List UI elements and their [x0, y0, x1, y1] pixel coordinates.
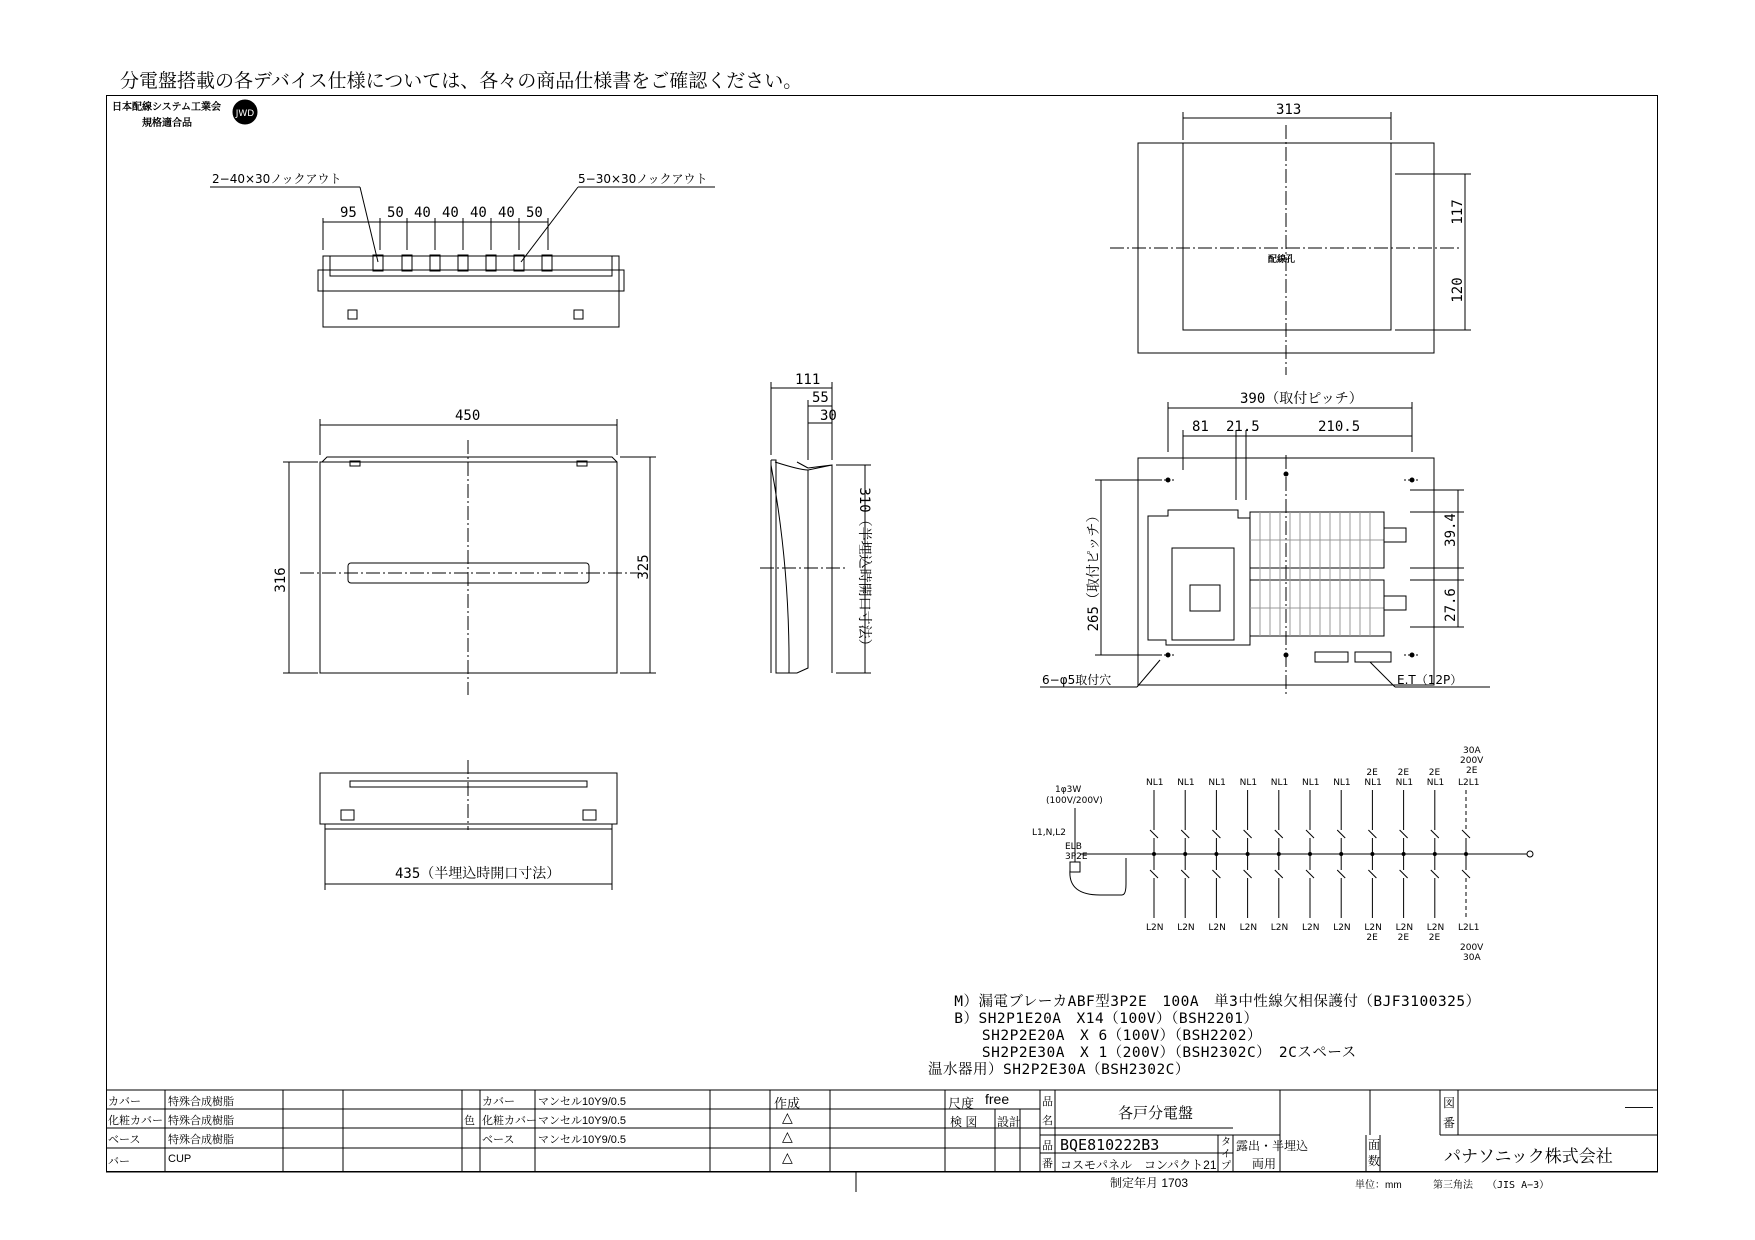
branch-node [1371, 853, 1374, 856]
title-block-grid [106, 1090, 1658, 1192]
mat-material-4: CUP [168, 1153, 192, 1165]
branch-node [1184, 853, 1187, 856]
branch-top-label: NL1 [1146, 778, 1164, 788]
side-d30: 30 [820, 408, 837, 424]
branch-bottom-label: L2N [1177, 923, 1195, 933]
color-label: 色 [464, 1115, 475, 1127]
dim-95: 95 [340, 205, 357, 221]
knockout-left-label: 2−40×30ノックアウト [212, 172, 342, 186]
branch-node [1340, 853, 1343, 856]
scale-value: free [985, 1091, 1010, 1107]
mat-part-2: 化粧カバー [108, 1115, 163, 1127]
supply-v-label: (100V/200V) [1046, 796, 1103, 806]
spec-line-3: SH2P2E20A X 6（100V）（BSH2202） [945, 1028, 1262, 1044]
dim-40d: 40 [498, 205, 515, 221]
bus-end-terminal [1527, 851, 1533, 857]
back-h117: 117 [1450, 199, 1466, 225]
branch-bottom-label: L2N [1426, 923, 1445, 933]
branch-top-label: NL1 [1364, 778, 1382, 788]
type-value-2: 両用 [1252, 1157, 1277, 1171]
dim-40c: 40 [470, 205, 487, 221]
front-height-left: 316 [273, 567, 289, 593]
date-label: 制定年月 1703 [1110, 1176, 1189, 1190]
branch-lower-switch [1431, 870, 1439, 878]
branch-upper-switch [1368, 830, 1376, 838]
color-value-3: マンセル10Y9/0.5 [538, 1134, 627, 1146]
bot-rating-1: 200V [1460, 943, 1484, 953]
top-rating-3: 2E [1466, 766, 1478, 776]
branch-lower-switch [1181, 870, 1189, 878]
branch-bottom-label: L2L1 [1458, 923, 1480, 933]
zuban-label: 図番 [1443, 1096, 1456, 1130]
design-label: 設計 [997, 1115, 1022, 1129]
dim-50a: 50 [387, 205, 404, 221]
branch-lower-switch [1150, 870, 1158, 878]
elb-return [1070, 858, 1126, 895]
branch-bottom-label: L2N [1364, 923, 1382, 933]
branch-top-label: NL1 [1333, 778, 1351, 788]
spec-line-4: SH2P2E30A X 1（200V）（BSH2302C） 2Cスペース [945, 1045, 1357, 1061]
branch-bottom-label: L2N [1270, 923, 1289, 933]
scale-label: 尺度 [948, 1096, 975, 1111]
branch-bottom-label: L2N [1302, 923, 1320, 933]
cert-line-2: 規格適合品 [142, 118, 192, 129]
branch-node [1309, 853, 1312, 856]
elb-box [1070, 862, 1080, 872]
dim-40b: 40 [442, 205, 459, 221]
branch-bottom-label: L2N [1395, 923, 1414, 933]
notice-text: 分電盤搭載の各デバイス仕様については、各々の商品仕様書をご確認ください。 [120, 70, 803, 92]
elb-type-label: 3P2E [1065, 852, 1088, 862]
mat-part-3: ベース [108, 1134, 141, 1146]
branch-top-label: NL1 [1239, 778, 1258, 788]
branch-bottom-label: L2N [1146, 923, 1164, 933]
method-label: 第三角法 [1433, 1180, 1473, 1191]
front-view [283, 419, 656, 695]
dim-27-6: 27.6 [1443, 588, 1459, 622]
face-label: 面数 [1368, 1138, 1381, 1168]
branch-upper-switch [1275, 830, 1283, 838]
pitch-height: 265（取付ピッチ） [1086, 508, 1102, 632]
mat-material-2: 特殊合成樹脂 [168, 1115, 234, 1127]
unit-label: 単位：mm [1355, 1180, 1402, 1191]
color-value-1: マンセル10Y9/0.5 [538, 1096, 627, 1108]
series-name: コスモパネル コンパクト21 [1060, 1158, 1217, 1172]
interior-view [1040, 402, 1490, 695]
top-rating-2: 200V [1460, 756, 1484, 766]
branch-top-label: L2L1 [1458, 778, 1480, 788]
color-part-1: カバー [482, 1096, 515, 1108]
branch-bottom-2e: 2E [1366, 933, 1378, 943]
pitch-width: 390（取付ピッチ） [1240, 391, 1363, 407]
front-width: 450 [455, 408, 481, 424]
side-d55: 55 [812, 390, 829, 406]
branch-node [1277, 853, 1280, 856]
cert-line-1: 日本配線システム工業会 [112, 102, 221, 113]
hin-label: 品 [1042, 1096, 1053, 1108]
front-height-right: 325 [636, 554, 652, 580]
branch-lower-switch [1462, 870, 1470, 878]
branch-top-label: NL1 [1270, 778, 1289, 788]
spec-line-5: 温水器用）SH2P2E30A（BSH2302C） [928, 1062, 1190, 1078]
branch-lower-switch [1400, 870, 1408, 878]
branch-upper-switch [1431, 830, 1439, 838]
branch-bottom-label: L2N [1239, 923, 1258, 933]
product-name: 各戸分電盤 [1118, 1105, 1194, 1122]
top-view [210, 187, 715, 327]
branch-upper-switch [1212, 830, 1220, 838]
top-rating-1: 30A [1463, 746, 1481, 756]
spec-line-2: B）SH2P1E20A X14（100V）（BSH2201） [945, 1011, 1259, 1027]
branch-upper-switch [1337, 830, 1345, 838]
dim-81: 81 [1192, 419, 1209, 435]
mat-material-3: 特殊合成樹脂 [168, 1134, 234, 1146]
branch-bottom-2e: 2E [1397, 933, 1410, 943]
elb-label: ELB [1065, 842, 1082, 852]
branch-top-label: NL1 [1426, 778, 1445, 788]
wiring-diagram [1070, 768, 1533, 943]
made-label: 作成 [774, 1096, 801, 1111]
branch-node [1153, 853, 1156, 856]
branch-node [1215, 853, 1218, 856]
knockout-right-label: 5−30×30ノックアウト [578, 172, 708, 186]
dim-21-5: 21.5 [1226, 419, 1260, 435]
branch-node [1246, 853, 1249, 856]
zuban-value: —— [1625, 1098, 1653, 1114]
branch-upper-switch [1462, 830, 1470, 838]
branch-node [1465, 853, 1468, 856]
branch-upper-switch [1306, 830, 1314, 838]
back-width: 313 [1276, 102, 1302, 118]
side-d111: 111 [795, 372, 821, 388]
hin-label-2: 品 [1042, 1140, 1053, 1152]
branch-upper-switch [1400, 830, 1408, 838]
rev-mark-1: △ [782, 1109, 793, 1125]
ban-label: 番 [1042, 1158, 1053, 1170]
branch-top-label: NL1 [1395, 778, 1414, 788]
branch-lower-switch [1275, 870, 1283, 878]
branch-top-2e: 2E [1428, 768, 1441, 778]
branch-node [1433, 853, 1436, 856]
spec-line-1: M）漏電ブレーカABF型3P2E 100A 単3中性線欠相保護付（BJF3100325） [945, 994, 1481, 1010]
side-view [760, 382, 871, 673]
color-part-2: 化粧カバー [482, 1115, 537, 1127]
branch-upper-switch [1181, 830, 1189, 838]
mount-holes-label: 6−φ5取付穴 [1042, 673, 1112, 687]
branch-lower-switch [1212, 870, 1220, 878]
color-part-3: ベース [482, 1134, 515, 1146]
branch-lower-switch [1337, 870, 1345, 878]
branch-bottom-label: L2N [1333, 923, 1351, 933]
branch-lower-switch [1306, 870, 1314, 878]
bot-rating-2: 30A [1463, 953, 1481, 963]
product-number: BQE810222B3 [1060, 1136, 1160, 1154]
et-label: E.T（12P） [1397, 673, 1463, 687]
dim-210-5: 210.5 [1318, 419, 1361, 435]
jis-label: （JIS A−3） [1487, 1180, 1550, 1191]
branch-lower-switch [1244, 870, 1252, 878]
branch-bottom-label: L2N [1208, 923, 1226, 933]
branch-top-label: NL1 [1208, 778, 1226, 788]
branch-upper-switch [1244, 830, 1252, 838]
company-name: パナソニック株式会社 [1444, 1147, 1613, 1166]
mat-part-4: バー [108, 1156, 130, 1168]
branch-bottom-2e: 2E [1428, 933, 1441, 943]
dim-50b: 50 [526, 205, 543, 221]
bottom-width: 435（半埋込時開口寸法） [395, 866, 561, 882]
supply-label: 1φ3W [1055, 785, 1082, 795]
dim-39-4: 39.4 [1443, 513, 1459, 547]
dim-40a: 40 [414, 205, 431, 221]
type-label: タイプ [1221, 1137, 1231, 1172]
type-value: 露出・半埋込 [1236, 1139, 1309, 1153]
check-label: 検 図 [950, 1115, 978, 1129]
cert-mark-text: JWD [235, 109, 255, 119]
branch-top-label: NL1 [1177, 778, 1195, 788]
rev-mark-2: △ [782, 1128, 793, 1144]
branch-top-2e: 2E [1397, 768, 1410, 778]
branch-top-label: NL1 [1302, 778, 1320, 788]
branch-node [1402, 853, 1405, 856]
branch-upper-switch [1150, 830, 1158, 838]
mei-label: 名 [1042, 1115, 1053, 1127]
back-view [1110, 112, 1471, 375]
branch-lower-switch [1368, 870, 1376, 878]
rev-mark-3: △ [782, 1149, 793, 1165]
back-h120: 120 [1450, 277, 1466, 303]
mat-material-1: 特殊合成樹脂 [168, 1096, 234, 1108]
branch-top-2e: 2E [1366, 768, 1378, 778]
mat-part-1: カバー [108, 1096, 141, 1108]
color-value-2: マンセル10Y9/0.5 [538, 1115, 627, 1127]
lines-label: L1,N,L2 [1032, 828, 1066, 838]
side-d310: 310（半埋込時開口寸法） [856, 487, 872, 653]
hole-label: 配線孔 [1268, 255, 1296, 265]
